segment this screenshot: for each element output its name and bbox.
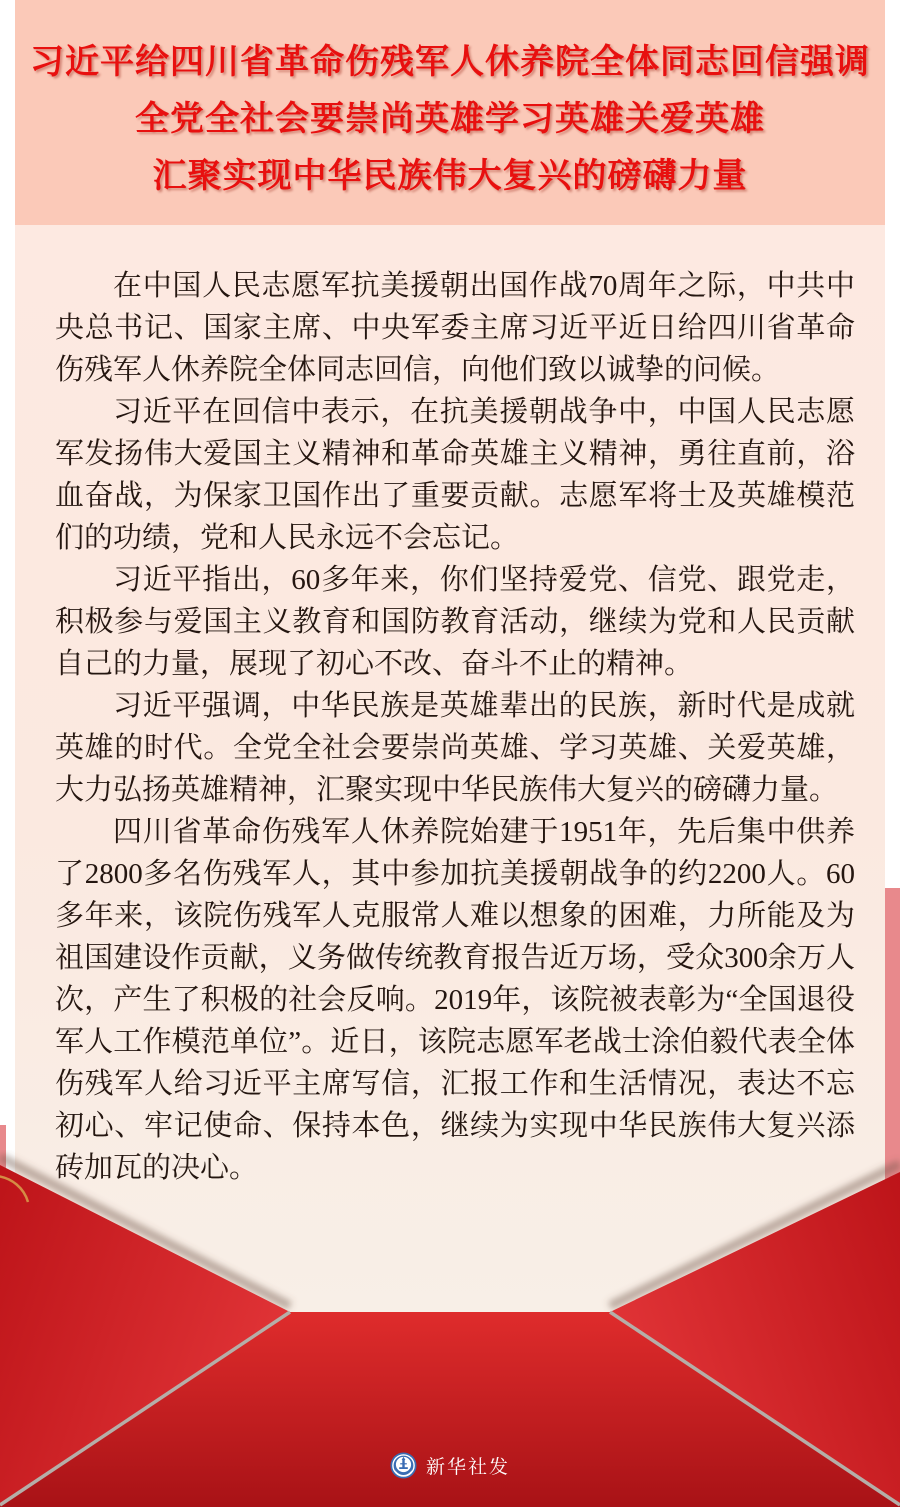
news-paragraph: 习近平在回信中表示，在抗美援朝战争中，中国人民志愿军发扬伟大爱国主义精神和革命英雄主义精神，勇往直前，浴血奋战，为保家卫国作出了重要贡献。志愿军将士及英雄模范们的功绩，党和人民永远不会忘记。 — [55, 396, 855, 554]
article-text — [15, 225, 885, 1189]
news-paragraph: 习近平强调，中华民族是英雄辈出的民族，新时代是成就英雄的时代。全党全社会要崇尚英雄、学习英雄、关爱英雄，大力弘扬英雄精神，汇聚实现中华民族伟大复兴的磅礴力量。 — [55, 690, 855, 806]
agency-credit-label: 新华社发 — [425, 1457, 510, 1478]
news-paragraph: 习近平指出，60多年来，你们坚持爱党、信党、跟党走，积极参与爱国主义教育和国防教育活动，继续为党和人民贡献自己的力量，展现了初心不改、奋斗不止的精神。 — [55, 564, 855, 680]
agency-credit — [0, 1452, 900, 1479]
headline-line-3: 汇聚实现中华民族伟大复兴的磅礴力量 — [152, 157, 748, 195]
headline-banner — [15, 0, 885, 225]
headline-line-2: 全党全社会要崇尚英雄学习英雄关爱英雄 — [135, 100, 765, 138]
headline-line-1: 习近平给四川省革命伤残军人休养院全体同志回信强调 — [30, 43, 870, 81]
news-paragraph: 四川省革命伤残军人休养院始建于1951年，先后集中供养了2800多名伤残军人，其中参加抗美援朝战争的约2200人。60多年来，该院伤残军人克服常人难以想象的困难，力所能及为祖国建设作贡献，义务做传统教育报告近万场，受众300余万人次，产生了积极的社会反响。2019年，该院被表彰为“全国退役军人工作模范单位”。近日，该院志愿军老战士涂伯毅代表全体伤残军人给习近平主席写信，汇报工作和生活情况，表达不忘初心、牢记使命、保持本色，继续为实现中华民族伟大复兴添砖加瓦的决心。 — [55, 816, 855, 1184]
letter-paper — [15, 225, 885, 1312]
news-paragraph: 在中国人民志愿军抗美援朝出国作战70周年之际，中共中央总书记、国家主席、中央军委主席习近平近日给四川省革命伤残军人休养院全体同志回信，向他们致以诚挚的问候。 — [55, 270, 855, 386]
headline-title — [15, 0, 885, 205]
xinhua-logo-icon — [390, 1452, 417, 1479]
envelope-back-edge-right — [885, 888, 900, 1180]
